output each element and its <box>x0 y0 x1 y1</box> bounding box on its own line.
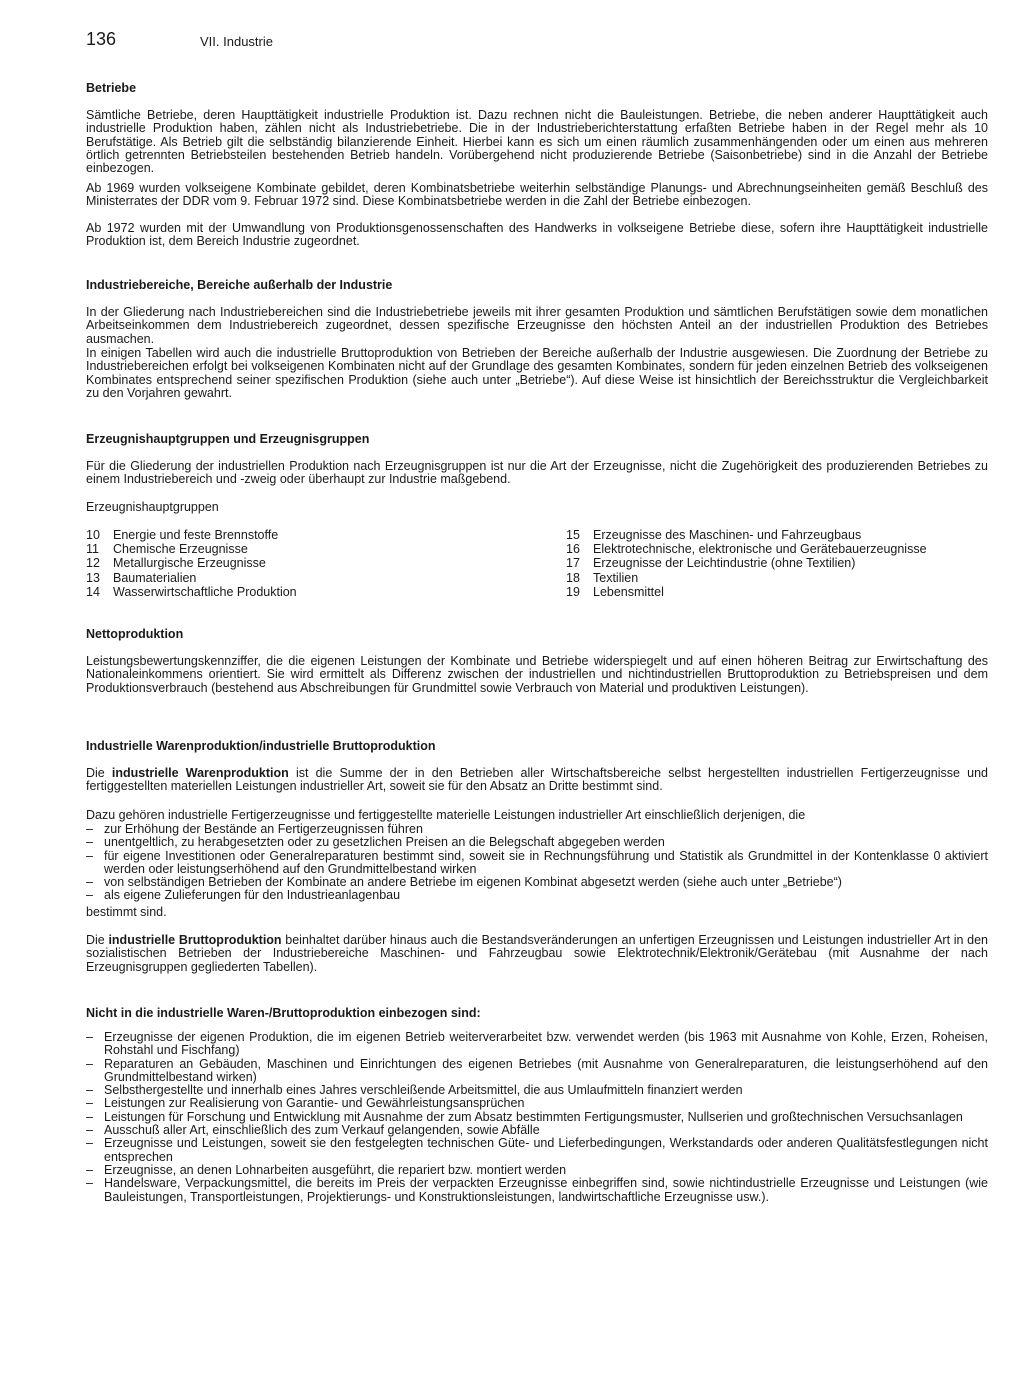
subheading-erzeugnishauptgruppen: Erzeugnishauptgruppen <box>86 500 219 514</box>
group-row <box>566 528 927 542</box>
group-number: 19 <box>566 584 580 599</box>
paragraph: In einigen Tabellen wird auch die industrielle Bruttoproduktion von Betrieben der Bereiche außerhalb der Industrie ausgewiesen. Die Zuordnung der Betriebe zu Industriebereichen erfolgt bei volkseigenen Kombinaten nicht auf der Grundlage des gesamten Kombinates, sondern für jeden einzelnen Betrieb des volkseigenen Kombinates entsprechend seiner spezifischen Produktion (siehe auch unter „Betriebe“). Auf diese Weise ist hinsichtlich der Bereichsstruktur die Vergleichbarkeit zu den Vorjahren gewahrt. <box>86 346 988 400</box>
paragraph: Sämtliche Betriebe, deren Haupttätigkeit industrielle Produktion ist. Dazu rechnen nicht die Bauleistungen. Betriebe, die neben anderer Haupttätigkeit auch industrielle Produktion haben, zählen nicht als Industriebetriebe. Die in der Industrieberichterstattung erfaßten Betriebe haben in der Regel mehr als 10 Berufstätige. Als Betrieb gilt die selbständig bilanzierende Einheit. Hierbei kann es sich um einen räumlich zusammenhängenden oder um einen aus mehreren örtlich getrennten Betriebsteilen bestehenden Betrieb handeln. Vorübergehend nicht produzierende Betriebe (Saisonbetriebe) sind in die Anzahl der Betriebe einbezogen. <box>86 108 988 176</box>
group-number: 11 <box>86 542 99 557</box>
list-item: – Erzeugnisse der eigenen Produktion, die im eigenen Betrieb weiterverarbeitet bzw. verwendet werden (bis 1963 mit Ausnahme von Kohle, Erzen, Roheisen, Rohstahl und Fischfang) <box>86 1030 988 1058</box>
list-item-text: Leistungen für Forschung und Entwicklung mit Ausnahme der zum Absatz bestimmten Fertigungsmuster, Nullserien und großtechnischen Versuchsanlagen <box>104 1109 963 1124</box>
group-number: 10 <box>86 528 100 542</box>
section-heading-industriebereiche: Industriebereiche, Bereiche außerhalb der Industrie <box>86 278 393 292</box>
paragraph: Ab 1972 wurden mit der Umwandlung von Produktionsgenossenschaften des Handwerks in volkseigene Betriebe diese, sofern ihre Haupttätigkeit industrielle Produktion ist, dem Bereich Industrie zugeordnet. <box>86 221 988 249</box>
paragraph: Für die Gliederung der industriellen Produktion nach Erzeugnisgruppen ist nur die Art der Erzeugnisse, nicht die Zugehörigkeit des produzierenden Betriebes zu einem Industriebereich und -zweig oder überhaupt zur Industrie maßgebend. <box>86 459 988 487</box>
group-row <box>86 571 297 585</box>
list-item: – Reparaturen an Gebäuden, Maschinen und Einrichtungen des eigenen Betriebes (mit Ausnahme von Generalreparaturen, die leistungserhöhend auf den Grundmittelbestand wirken) <box>86 1056 988 1084</box>
paragraph: Leistungsbewertungskennziffer, die die eigenen Leistungen der Kombinate und Betriebe widerspiegelt und auf einen höheren Beitrag zur Erwirtschaftung des Nationaleinkommens orientiert. Sie wird ermittelt als Differenz zwischen der industriellen und nichtindustriellen Bruttoproduktion zu Betriebspreisen und dem Produktionsverbrauch (bestehend aus Abschreibungen für Grundmittel sowie Verbrauch von Material und produktiven Leistungen). <box>86 654 988 695</box>
list-item-text: von selbständigen Betrieben der Kombinate an andere Betriebe im eigenen Kombinat abgesetzt werden (siehe auch unter „Betriebe“) <box>104 875 842 890</box>
list-item: – Leistungen zur Realisierung von Garantie- und Gewährleistungsansprüchen <box>86 1096 525 1111</box>
list-item: – für eigene Investitionen oder Generalreparaturen bestimmt sind, soweit sie in Rechnungsführung und Statistik als Grundmittel in der Kontenklasse 0 aktiviert werden oder leistungserhöhend auf den Grundmittelbestand wirken <box>86 848 988 876</box>
list-item: – unentgeltlich, zu herabgesetzten oder zu gesetzlichen Preisen an die Belegschaft abgegeben werden <box>86 835 665 850</box>
group-label: Chemische Erzeugnisse <box>113 542 248 557</box>
group-label: Energie und feste Brennstoffe <box>113 528 279 542</box>
list-item: – als eigene Zulieferungen für den Industrieanlagenbau <box>86 888 401 903</box>
paragraph: Dazu gehören industrielle Fertigerzeugnisse und fertiggestellte materielle Leistungen industrieller Art einschließlich derjenigen, die <box>86 808 806 822</box>
bold-term: industrielle Warenproduktion <box>111 766 289 780</box>
section-heading-nettoproduktion: Nettoproduktion <box>86 627 184 641</box>
paragraph-warenproduktion <box>86 767 988 794</box>
group-number: 12 <box>86 556 100 571</box>
list-dazu-gehoeren <box>86 823 988 903</box>
group-row <box>566 571 927 585</box>
group-label: Wasserwirtschaftliche Produktion <box>113 584 297 599</box>
list-item-text: Erzeugnisse und Leistungen, soweit sie den festgelegten technischen Güte- und Lieferbedingungen, Werkstandards oder anderen Qualitätsfestlegungen nicht entsprechen <box>104 1136 988 1164</box>
group-row <box>566 585 927 599</box>
paragraph-bruttoproduktion <box>86 934 988 974</box>
paragraph: Ab 1969 wurden volkseigene Kombinate gebildet, deren Kombinatsbetriebe weiterhin selbständige Planungs- und Abrechnungseinheiten gemäß Beschluß des Ministerrates der DDR vom 9. Februar 1972 sind. Diese Kombinatsbetriebe werden in die Zahl der Betriebe einbezogen. <box>86 181 988 209</box>
group-row <box>566 542 927 556</box>
list-item-text: Reparaturen an Gebäuden, Maschinen und Einrichtungen des eigenen Betriebes (mit Ausnahme von Generalreparaturen, die leistungserhöhend auf den Grundmittelbestand wirken) <box>104 1056 988 1084</box>
bold-term: industrielle Bruttoproduktion <box>108 933 282 947</box>
list-item-text: unentgeltlich, zu herabgesetzten oder zu gesetzlichen Preisen an die Belegschaft abgegeben werden <box>104 835 665 850</box>
group-label: Erzeugnisse der Leichtindustrie (ohne Textilien) <box>593 556 856 571</box>
list-item: – Ausschuß aller Art, einschließlich des zum Verkauf gelangenden, sowie Abfälle <box>86 1123 540 1138</box>
list-item: – zur Erhöhung der Bestände an Fertigerzeugnissen führen <box>86 822 423 836</box>
group-row <box>566 556 927 570</box>
group-row <box>86 528 297 542</box>
text: Die <box>86 766 112 780</box>
list-item-text: Selbsthergestellte und innerhalb eines Jahres verschleißende Arbeitsmittel, die aus Umlaufmitteln finanziert werden <box>104 1083 743 1098</box>
group-row <box>86 556 297 570</box>
text: beinhaltet darüber hinaus auch die Bestandsveränderungen an unfertigen Erzeugnissen und Leistungen industrieller Art in den sozialistischen Betrieben der Industriebereiche Maschinen- und Fahrzeugbau sowie Elektrotechnik/Elektronik/Gerätebau (mit Ausnahme der nach Erzeugnisgruppen gegliederten Tabellen). <box>86 933 989 974</box>
group-number: 13 <box>86 570 100 585</box>
section-heading-warenproduktion: Industrielle Warenproduktion/industrielle Bruttoproduktion <box>86 739 436 753</box>
group-row <box>86 585 297 599</box>
list-item: – Erzeugnisse und Leistungen, soweit sie den festgelegten technischen Güte- und Lieferbedingungen, Werkstandards oder anderen Qualitätsfestlegungen nicht entsprechen <box>86 1136 988 1164</box>
group-label: Metallurgische Erzeugnisse <box>113 556 266 571</box>
group-number: 15 <box>566 528 580 542</box>
list-item-text: zur Erhöhung der Bestände an Fertigerzeugnissen führen <box>104 822 423 836</box>
list-item-text: Ausschuß aller Art, einschließlich des zum Verkauf gelangenden, sowie Abfälle <box>104 1123 540 1138</box>
list-item: – Leistungen für Forschung und Entwicklung mit Ausnahme der zum Absatz bestimmten Fertigungsmuster, Nullserien und großtechnischen Versuchsanlagen <box>86 1109 963 1124</box>
list-item: – Selbsthergestellte und innerhalb eines Jahres verschleißende Arbeitsmittel, die aus Umlaufmitteln finanziert werden <box>86 1083 743 1098</box>
paragraph: bestimmt sind. <box>86 905 167 919</box>
chapter-title: VII. Industrie <box>200 34 273 49</box>
list-item-text: für eigene Investitionen oder Generalreparaturen bestimmt sind, soweit sie in Rechnungsführung und Statistik als Grundmittel in der Kontenklasse 0 aktiviert werden oder leistungserhöhend auf den Grundmittelbestand wirken <box>104 848 988 876</box>
group-number: 16 <box>566 542 580 557</box>
section-heading-erzeugnisgruppen: Erzeugnishauptgruppen und Erzeugnisgruppen <box>86 432 370 446</box>
text: Die <box>86 933 109 947</box>
list-item-text: Erzeugnisse der eigenen Produktion, die im eigenen Betrieb weiterverarbeitet bzw. verwendet werden (bis 1963 mit Ausnahme von Kohle, Erzen, Roheisen, Rohstahl und Fischfang) <box>104 1030 988 1058</box>
group-number: 18 <box>566 570 580 585</box>
text: ist die Summe der in den Betrieben aller Wirtschaftsbereiche selbst hergestellten industriellen Fertigerzeugnisse und fertiggestellten materiellen Leistungen industrieller Art, soweit sie für den Absatz an Dritte bestimmt sind. <box>86 766 988 794</box>
group-label: Elektrotechnische, elektronische und Gerätebauerzeugnisse <box>593 542 927 557</box>
group-label: Erzeugnisse des Maschinen- und Fahrzeugbaus <box>593 528 862 542</box>
group-number: 17 <box>566 556 580 571</box>
list-item-text: Handelsware, Verpackungsmittel, die bereits im Preis der verpackten Erzeugnisse einbegriffen sind, sowie nichtindustrielle Erzeugnisse und Leistungen (wie Bauleistungen, Transportleistungen, Projektierungs- und Konstruktionsleistungen, landwirtschaftliche Erzeugnisse usw.). <box>104 1176 988 1204</box>
paragraph: In der Gliederung nach Industriebereichen sind die Industriebetriebe jeweils mit ihrer gesamten Produktion und sämtlichen Berufstätigen sowie dem monatlichen Arbeitseinkommen dem Industriebereich zugeordnet, dessen spezifische Erzeugnisse den höchsten Anteil an der industriellen Produktion des Betriebes ausmachen. <box>86 305 988 346</box>
list-item: – Erzeugnisse, an denen Lohnarbeiten ausgeführt, die repariert bzw. montiert werden <box>86 1162 567 1177</box>
list-item-text: Erzeugnisse, an denen Lohnarbeiten ausgeführt, die repariert bzw. montiert werden <box>104 1162 567 1177</box>
list-item: – Handelsware, Verpackungsmittel, die bereits im Preis der verpackten Erzeugnisse einbegriffen sind, sowie nichtindustrielle Erzeugnisse und Leistungen (wie Bauleistungen, Transportleistungen, Projektierungs- und Konstruktionsleistungen, landwirtschaftliche Erzeugnisse usw.). <box>86 1176 988 1204</box>
group-row <box>86 542 297 556</box>
groups-right <box>566 528 927 599</box>
list-nicht-einbezogen <box>86 1031 988 1204</box>
list-item: – von selbständigen Betrieben der Kombinate an andere Betriebe im eigenen Kombinat abgesetzt werden (siehe auch unter „Betriebe“) <box>86 875 842 890</box>
group-label: Lebensmittel <box>593 584 664 599</box>
group-label: Textilien <box>593 570 639 585</box>
group-number: 14 <box>86 584 100 599</box>
section-heading-betriebe: Betriebe <box>86 81 137 95</box>
list-item-text: Leistungen zur Realisierung von Garantie- und Gewährleistungsansprüchen <box>104 1096 525 1111</box>
page-number: 136 <box>86 29 117 49</box>
groups-left <box>86 528 297 599</box>
group-label: Baumaterialien <box>113 570 197 585</box>
section-heading-nicht-einbezogen: Nicht in die industrielle Waren-/Bruttoproduktion einbezogen sind: <box>86 1006 481 1020</box>
list-item-text: als eigene Zulieferungen für den Industrieanlagenbau <box>104 888 401 903</box>
